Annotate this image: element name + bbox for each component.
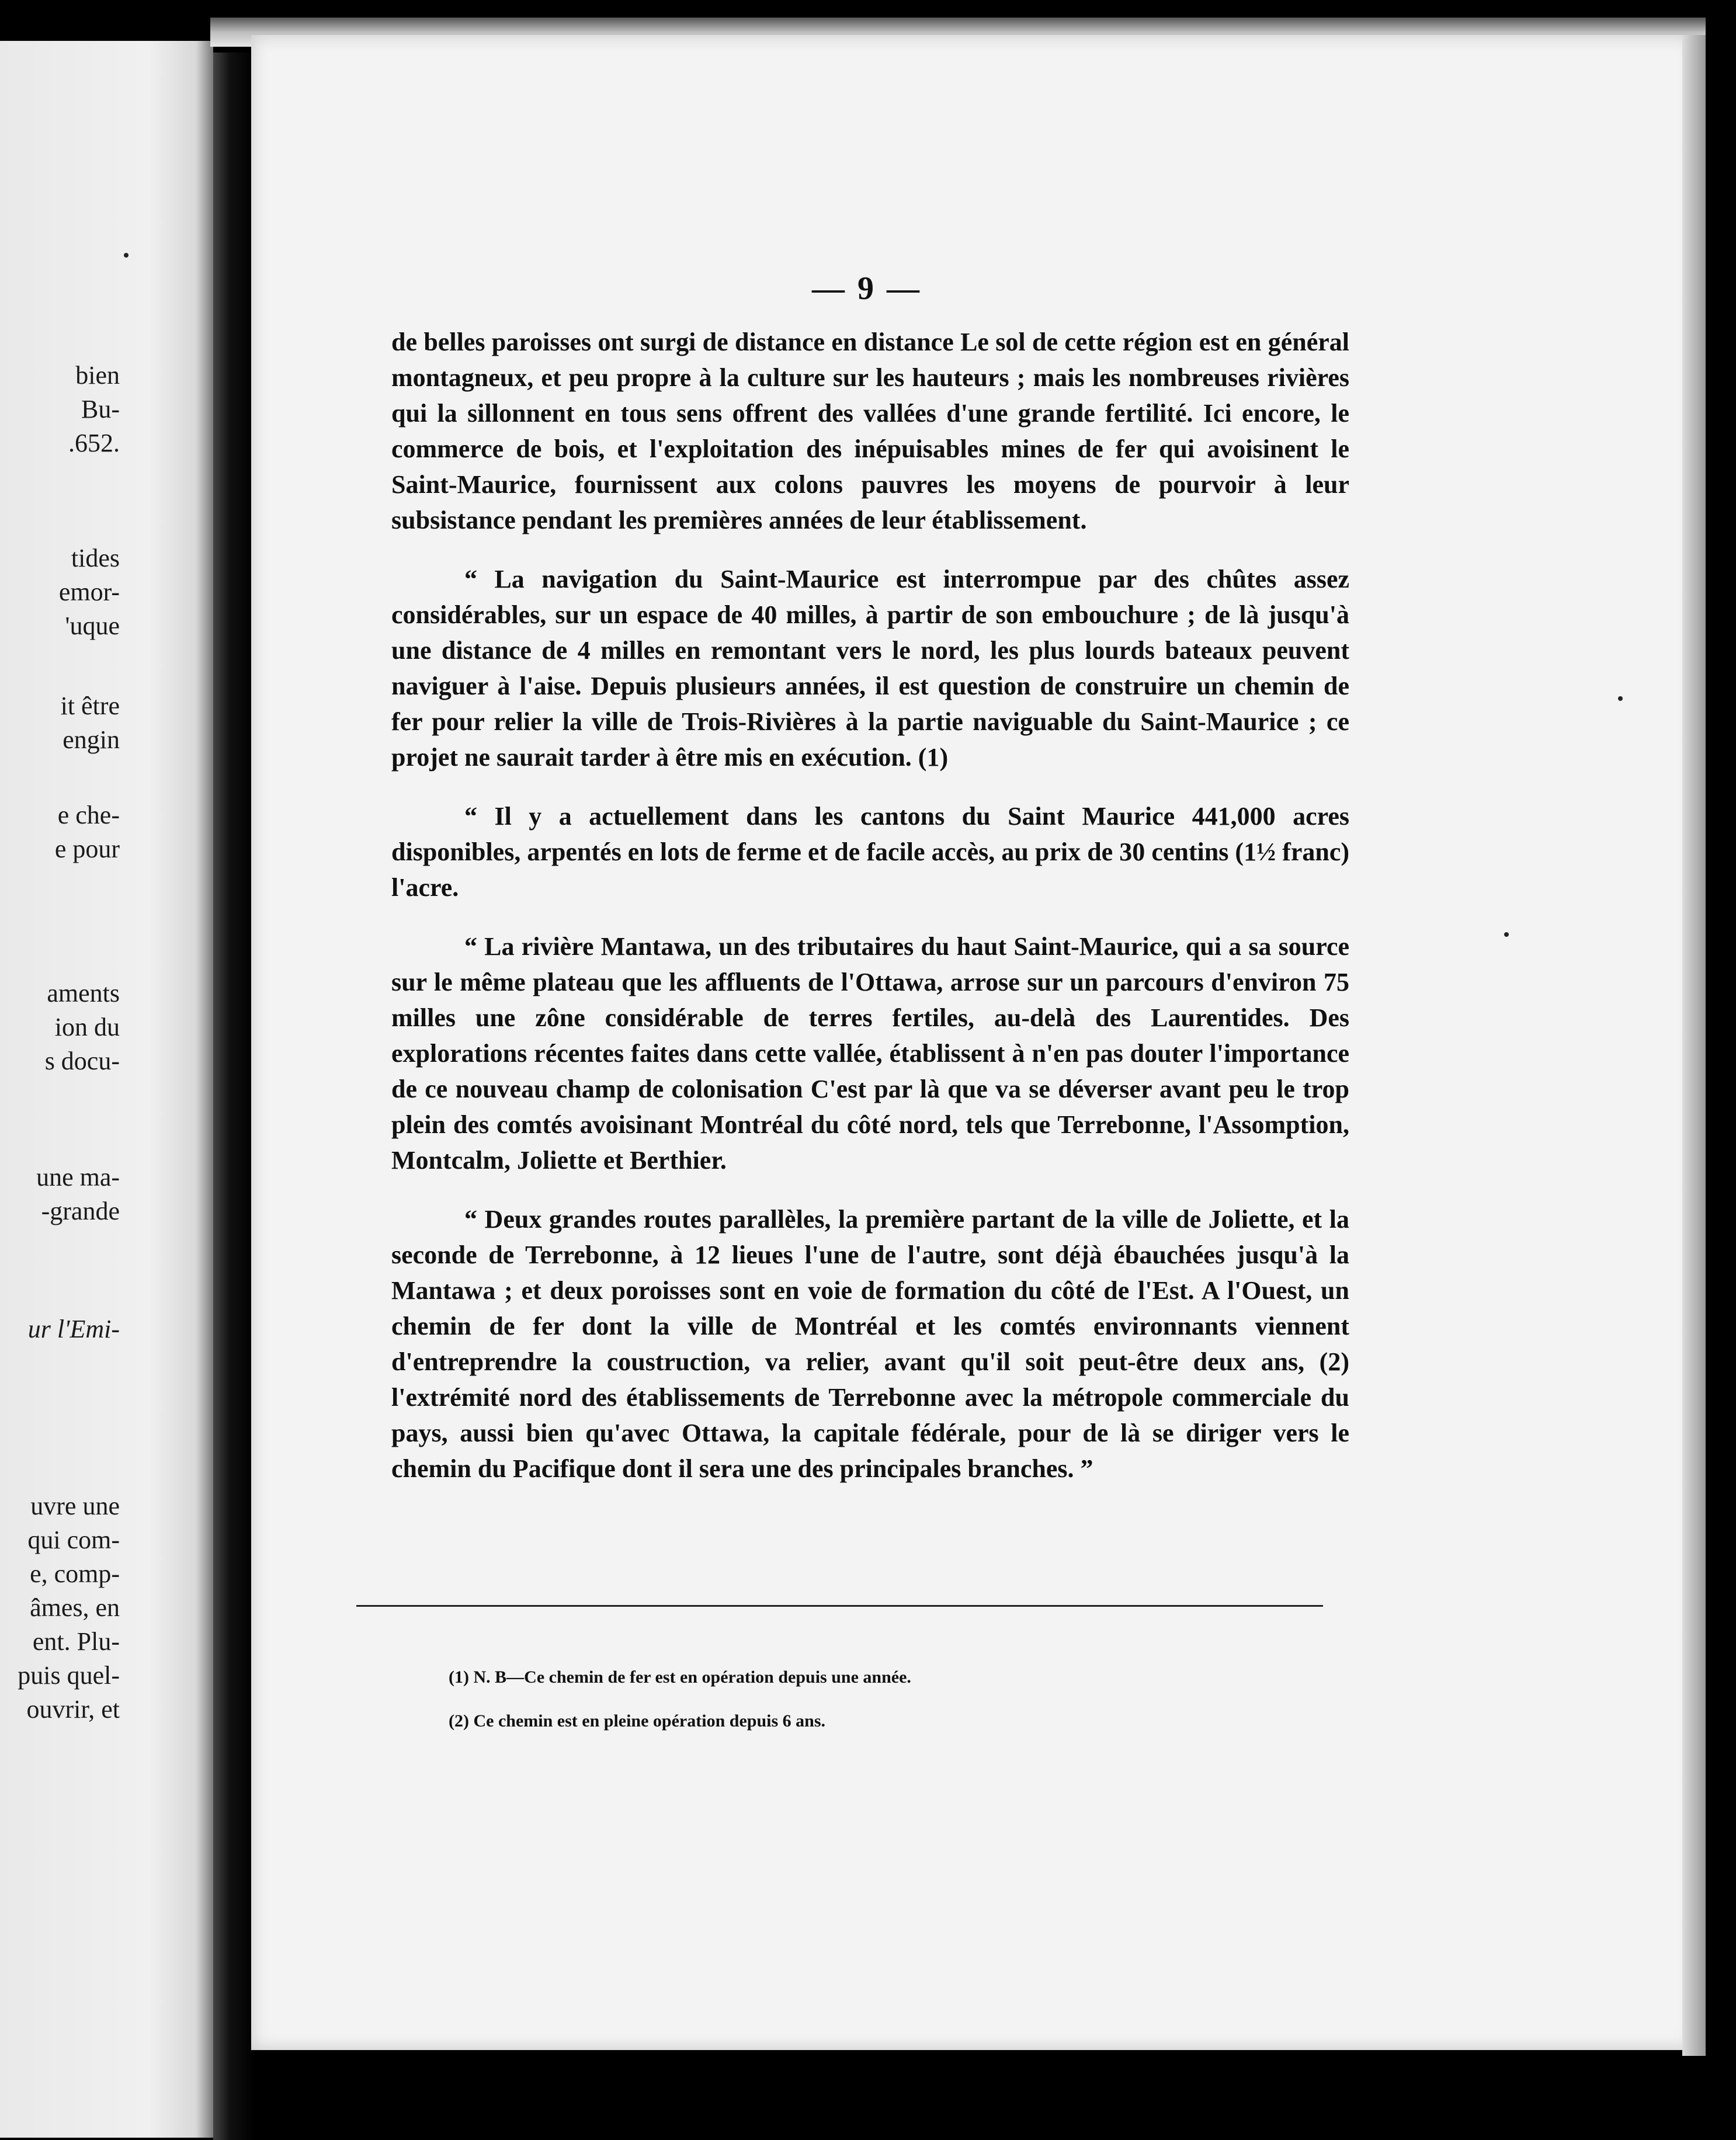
left-page-line: Bu- — [81, 395, 120, 423]
speck-mark — [1504, 932, 1509, 937]
left-page-line: -grande — [41, 1197, 120, 1225]
paragraph: “ La rivière Mantawa, un des tributaires du haut Saint-Maurice, qui a sa source sur le même plateau que les affluents de l'Ottawa, arrose sur un parcours d'environ 75 milles une zône considérable de terres fertiles, au-delà des Laurentides. Des explorations récentes faites dans cette vallée, établissent à n'en pas douter l'importance de ce nouveau champ de colonisation C'est par là que va se déverser avant peu le trop plein des comtés avoisinant Montréal du côté nord, tels que Terrebonne, l'Assomption, Montcalm, Joliette et Berthier. — [391, 932, 1349, 1175]
left-page-line: e, comp- — [30, 1559, 120, 1588]
left-page-line: e pour — [54, 835, 120, 863]
paragraph: de belles paroisses ont surgi de distance en distance Le sol de cette région est en général montagneux, et peu propre à la culture sur les hauteurs ; mais les nombreuses rivières qui la sillonnent en tous sens offrent des vallées d'une grande fertilité. Ici encore, le commerce de bois, et l'exploitation des inépuisables mines de fer qui avoisinent le Saint-Maurice, fournissent aux colons pauvres les moyens de pourvoir à leur subsistance pendant les premières années de leur établissement. — [391, 328, 1349, 534]
book-gutter — [213, 53, 254, 2140]
speck-mark — [124, 253, 129, 258]
left-page-line: s docu- — [44, 1047, 120, 1075]
body-text — [391, 324, 1349, 1510]
page-number: — 9 — — [812, 270, 922, 307]
left-page-line: aments — [47, 979, 120, 1008]
paragraph: “ La navigation du Saint-Maurice est interrompue par des chûtes assez considérables, sur un espace de 40 milles, à partir de son embouchure ; de là jusqu'à une distance de 4 milles en remontant vers le nord, les plus lourds bateaux peuvent naviguer à l'aise. Depuis plusieurs années, il est question de construire un chemin de fer pour relier la ville de Trois-Rivières à la partie naviguable du Saint-Maurice ; ce projet ne saurait tarder à être mis en exécution. (1) — [391, 565, 1349, 772]
speck-mark — [1618, 696, 1623, 701]
left-page-line: it être — [60, 692, 120, 720]
left-page-line: qui com- — [27, 1526, 120, 1554]
left-page-line: ent. Plu- — [32, 1627, 120, 1656]
left-facing-page — [0, 41, 213, 2138]
footnote: (2) Ce chemin est en pleine opération depuis 6 ans. — [449, 1711, 825, 1731]
paragraph: “ Il y a actuellement dans les cantons du Saint Maurice 441,000 acres disponibles, arpentés en lots de ferme et de facile accès, au prix de 30 centins (1½ franc) l'acre. — [391, 802, 1349, 902]
left-page-line: ouvrir, et — [26, 1695, 120, 1724]
footnote: (1) N. B—Ce chemin de fer est en opération depuis une année. — [449, 1667, 911, 1687]
left-page-line: tides — [71, 544, 120, 572]
page-right-edge — [1682, 35, 1706, 2056]
left-page-line: ion du — [54, 1013, 120, 1041]
footnote-rule — [356, 1605, 1323, 1607]
paragraph: “ Deux grandes routes parallèles, la première partant de la ville de Joliette, et la seconde de Terrebonne, à 12 lieues l'une de l'autre, sont déjà ébauchées jusqu'à la Mantawa ; et deux poroisses sont en voie de formation du côté de l'Est. A l'Ouest, un chemin de fer dont la ville de Montréal et les comtés environnants viennent d'entreprendre la coustruction, va relier, avant qu'il soit peut-être deux ans, (2) l'extrémité nord des établissements de Terrebonne avec la métropole commerciale du pays, aussi bien qu'avec Ottawa, la capitale fédérale, pour de là se diriger vers le chemin du Pacifique dont il sera une des principales branches. ” — [391, 1205, 1349, 1483]
left-page-line: âmes, en — [30, 1593, 120, 1622]
left-page-line: 'uque — [65, 612, 120, 640]
left-page-line: ur l'Emi- — [27, 1315, 120, 1343]
left-page-line: e che- — [57, 801, 120, 829]
left-page-line: une ma- — [36, 1163, 120, 1191]
left-page-line: puis quel- — [18, 1661, 120, 1690]
left-page-line: .652. — [68, 429, 120, 457]
left-page-line: bien — [75, 361, 120, 390]
left-page-line: emor- — [58, 578, 120, 606]
left-page-line: uvre une — [30, 1492, 120, 1520]
left-page-line: engin — [63, 725, 120, 754]
